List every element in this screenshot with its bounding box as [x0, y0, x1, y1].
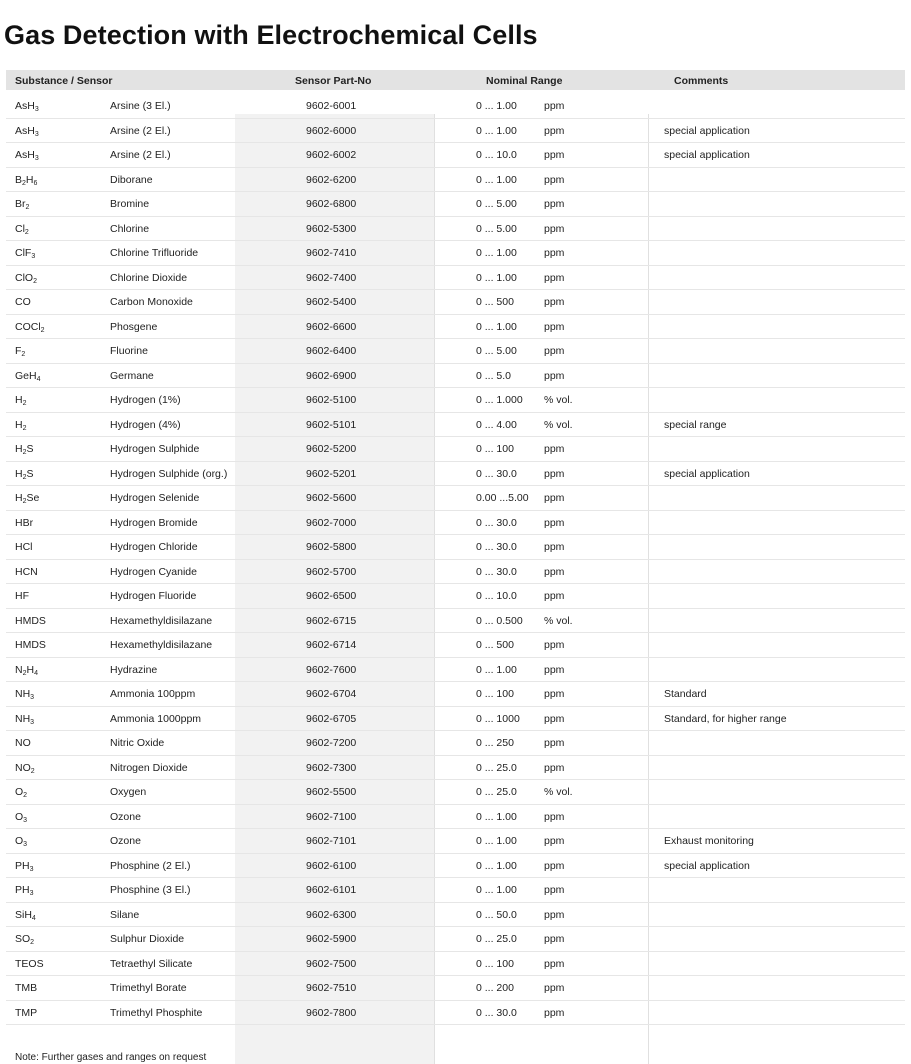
cell-part-no: 9602-6002	[306, 149, 357, 161]
cell-sensor-name: Tetraethyl Silicate	[110, 957, 193, 970]
table-row	[6, 143, 905, 168]
cell-range: 0 ... 250	[476, 737, 514, 749]
cell-substance: ClO$_2$	[15, 271, 37, 285]
table-row	[6, 707, 905, 732]
cell-comment: special application	[664, 149, 750, 161]
table-row	[6, 927, 905, 952]
table-row	[6, 952, 905, 977]
cell-unit: ppm	[544, 908, 565, 921]
cell-range: 0 ... 30.0	[476, 467, 517, 480]
cell-range: 0 ... 1.00	[476, 100, 517, 112]
cell-substance: $Br_2$	[15, 198, 30, 211]
cell-part-no: 9602-7300	[306, 761, 357, 774]
cell-sensor-name: Hydrogen Sulphide	[110, 443, 200, 455]
table-row	[6, 976, 905, 1001]
cell-range: 0 ... 1.00	[476, 247, 517, 259]
cell-sensor-name: Oxygen	[110, 786, 147, 798]
cell-part-no: 9602-7410	[306, 247, 357, 259]
cell-part-no: 9602-6400	[306, 345, 357, 357]
table-body	[6, 94, 905, 1025]
cell-part-no: 9602-6704	[306, 688, 357, 700]
cell-sensor-name: Phosphine (2 El.)	[110, 859, 191, 872]
cell-part-no: 9602-5800	[306, 541, 357, 553]
cell-sensor-name: Arsine (3 El.)	[110, 100, 171, 112]
table-row	[6, 168, 905, 193]
cell-unit: ppm	[544, 884, 565, 896]
cell-substance: $H_2Se$	[15, 492, 40, 505]
cell-range: 0 ... 5.00	[476, 222, 517, 235]
cell-part-no: 9602-5300	[306, 222, 357, 235]
cell-substance: CO	[15, 296, 31, 308]
cell-unit: ppm	[544, 688, 565, 700]
cell-unit: ppm	[544, 100, 565, 112]
cell-part-no: 9602-5201	[306, 467, 357, 480]
cell-range: 0 ... 5.00	[476, 198, 517, 210]
cell-comment: special application	[664, 124, 750, 137]
cell-comment: special range	[664, 418, 727, 431]
cell-sensor-name: Nitrogen Dioxide	[110, 761, 188, 774]
cell-part-no: 9602-6000	[306, 124, 357, 137]
cell-unit: ppm	[544, 296, 565, 308]
cell-unit: % vol.	[544, 614, 573, 627]
table-row	[6, 486, 905, 511]
cell-unit: % vol.	[544, 418, 573, 431]
cell-sensor-name: Silane	[110, 908, 140, 921]
table-row	[6, 609, 905, 634]
cell-part-no: 9602-7500	[306, 957, 357, 970]
cell-part-no: 9602-6001	[306, 100, 357, 112]
cell-substance: COCl$_2$	[15, 320, 45, 334]
cell-range: 0 ... 5.00	[476, 345, 517, 357]
cell-comment: Standard, for higher range	[664, 712, 787, 725]
cell-unit: ppm	[544, 247, 565, 259]
cell-comment: special application	[664, 859, 750, 872]
cell-unit: ppm	[544, 982, 565, 994]
cell-substance: AsH$_3$	[15, 149, 39, 162]
cell-unit: ppm	[544, 345, 565, 357]
cell-part-no: 9602-6500	[306, 590, 357, 602]
cell-sensor-name: Nitric Oxide	[110, 737, 165, 749]
cell-range: 0 ... 100	[476, 688, 514, 700]
cell-sensor-name: Hydrogen Bromide	[110, 516, 198, 529]
cell-range: 0 ... 500	[476, 296, 514, 308]
cell-substance: $N_2H_4$	[15, 663, 38, 677]
table-row	[6, 878, 905, 903]
cell-unit: ppm	[544, 957, 565, 970]
header-part-no: Sensor Part-No	[295, 75, 372, 87]
cell-range: 0 ... 1.00	[476, 663, 517, 676]
cell-unit: ppm	[544, 271, 565, 284]
cell-substance: TMB	[15, 982, 38, 994]
cell-unit: % vol.	[544, 786, 573, 798]
cell-unit: ppm	[544, 320, 565, 333]
cell-substance: AsH$_3$	[15, 100, 39, 113]
cell-part-no: 9602-5400	[306, 296, 357, 308]
cell-range: 0 ... 4.00	[476, 418, 517, 431]
cell-part-no: 9602-6705	[306, 712, 357, 725]
cell-part-no: 9602-5500	[306, 786, 357, 798]
table-row	[6, 437, 905, 462]
cell-sensor-name: Hydrogen Chloride	[110, 541, 198, 553]
cell-part-no: 9602-6800	[306, 198, 357, 210]
cell-part-no: 9602-7101	[306, 835, 357, 847]
table-row	[6, 854, 905, 879]
cell-range: 0 ... 1000	[476, 712, 520, 725]
cell-sensor-name: Hexamethyldisilazane	[110, 639, 213, 651]
cell-substance: $SO_2$	[15, 933, 35, 946]
cell-substance: $NH_3$	[15, 688, 35, 701]
cell-range: 0 ... 25.0	[476, 786, 517, 798]
cell-range: 0 ... 500	[476, 639, 514, 651]
cell-sensor-name: Ammonia 100ppm	[110, 688, 196, 700]
table-row	[6, 241, 905, 266]
table-row	[6, 192, 905, 217]
cell-sensor-name: Ammonia 1000ppm	[110, 712, 202, 725]
cell-sensor-name: Hydrogen Selenide	[110, 492, 200, 504]
header-comments: Comments	[674, 75, 729, 87]
cell-unit: ppm	[544, 810, 565, 823]
table-row	[6, 658, 905, 683]
cell-part-no: 9602-7400	[306, 271, 357, 284]
cell-range: 0 ... 25.0	[476, 933, 517, 945]
table-row	[6, 535, 905, 560]
table-row	[6, 339, 905, 364]
cell-range: 0 ... 1.00	[476, 320, 517, 333]
cell-sensor-name: Arsine (2 El.)	[110, 149, 171, 161]
cell-unit: ppm	[544, 737, 565, 749]
cell-comment: Standard	[664, 688, 707, 700]
cell-range: 0 ... 1.00	[476, 124, 517, 137]
page-title: Gas Detection with Electrochemical Cells	[4, 20, 538, 50]
cell-unit: ppm	[544, 835, 565, 847]
cell-part-no: 9602-7600	[306, 663, 357, 676]
cell-range: 0.00 ...5.00	[476, 492, 529, 504]
cell-part-no: 9602-6600	[306, 320, 357, 333]
table-row	[6, 584, 905, 609]
cell-range: 0 ... 100	[476, 443, 514, 455]
cell-sensor-name: Hydrogen Fluoride	[110, 590, 197, 602]
table-header	[6, 70, 905, 90]
cell-range: 0 ... 30.0	[476, 1006, 517, 1019]
cell-part-no: 9602-7800	[306, 1006, 357, 1019]
cell-substance: AsH$_3$	[15, 124, 39, 138]
cell-part-no: 9602-6900	[306, 369, 357, 382]
cell-part-no: 9602-6200	[306, 173, 357, 186]
cell-range: 0 ... 1.00	[476, 173, 517, 186]
table-row	[6, 413, 905, 438]
cell-range: 0 ... 200	[476, 982, 514, 994]
cell-sensor-name: Sulphur Dioxide	[110, 933, 185, 945]
cell-range: 0 ... 50.0	[476, 908, 517, 921]
cell-sensor-name: Hydrogen (4%)	[110, 418, 181, 431]
cell-unit: ppm	[544, 222, 565, 235]
cell-sensor-name: Germane	[110, 369, 154, 382]
cell-part-no: 9602-7000	[306, 516, 357, 529]
cell-comment: special application	[664, 467, 750, 480]
table-row	[6, 266, 905, 291]
cell-unit: ppm	[544, 492, 565, 504]
cell-range: 0 ... 5.0	[476, 369, 512, 382]
cell-part-no: 9602-6300	[306, 908, 357, 921]
cell-range: 0 ... 30.0	[476, 565, 517, 578]
cell-sensor-name: Bromine	[110, 198, 150, 210]
cell-part-no: 9602-5200	[306, 443, 357, 455]
cell-sensor-name: Trimethyl Borate	[110, 982, 187, 994]
cell-substance: TMP	[15, 1006, 38, 1019]
cell-unit: ppm	[544, 541, 565, 553]
table-row	[6, 290, 905, 315]
cell-sensor-name: Chlorine Dioxide	[110, 271, 188, 284]
cell-part-no: 9602-5700	[306, 565, 357, 578]
cell-sensor-name: Fluorine	[110, 345, 148, 357]
table-row	[6, 315, 905, 340]
cell-unit: ppm	[544, 933, 565, 945]
table-row	[6, 903, 905, 928]
cell-part-no: 9602-5900	[306, 933, 357, 945]
cell-substance: NO	[15, 737, 31, 749]
cell-substance: $F_2$	[15, 345, 26, 358]
table-row	[6, 511, 905, 536]
cell-unit: ppm	[544, 1006, 565, 1019]
cell-range: 0 ... 10.0	[476, 590, 517, 602]
cell-sensor-name: Hexamethyldisilazane	[110, 614, 213, 627]
table-row	[6, 780, 905, 805]
cell-unit: ppm	[544, 149, 565, 161]
cell-range: 0 ... 1.00	[476, 810, 517, 823]
cell-sensor-name: Chlorine	[110, 222, 150, 235]
cell-range: 0 ... 1.00	[476, 884, 517, 896]
cell-sensor-name: Hydrogen (1%)	[110, 394, 181, 406]
cell-unit: ppm	[544, 712, 565, 725]
cell-sensor-name: Phosgene	[110, 320, 158, 333]
cell-substance: $NO_2$	[15, 761, 35, 775]
cell-range: 0 ... 1.00	[476, 835, 517, 847]
cell-unit: ppm	[544, 467, 565, 480]
cell-unit: ppm	[544, 859, 565, 872]
cell-part-no: 9602-6714	[306, 639, 357, 651]
cell-unit: ppm	[544, 369, 565, 382]
cell-substance: $O_2$	[15, 786, 28, 799]
table-row	[6, 560, 905, 585]
cell-substance: HBr	[15, 516, 34, 529]
table-row	[6, 119, 905, 144]
cell-unit: ppm	[544, 516, 565, 529]
cell-sensor-name: Phosphine (3 El.)	[110, 884, 191, 896]
cell-sensor-name: Carbon Monoxide	[110, 296, 193, 308]
table-row	[6, 1001, 905, 1026]
table-row	[6, 462, 905, 487]
cell-range: 0 ... 1.000	[476, 394, 523, 406]
cell-unit: ppm	[544, 124, 565, 137]
cell-substance: $H_2$	[15, 418, 27, 432]
table-row	[6, 388, 905, 413]
table-row	[6, 805, 905, 830]
cell-sensor-name: Chlorine Trifluoride	[110, 247, 199, 259]
cell-unit: ppm	[544, 639, 565, 651]
cell-comment: Exhaust monitoring	[664, 835, 754, 847]
cell-unit: ppm	[544, 198, 565, 210]
cell-substance: $Cl_2$	[15, 222, 29, 236]
cell-range: 0 ... 25.0	[476, 761, 517, 774]
cell-substance: $PH_3$	[15, 884, 34, 897]
cell-unit: ppm	[544, 590, 565, 602]
cell-sensor-name: Hydrogen Sulphide (org.)	[110, 467, 228, 480]
table-row	[6, 633, 905, 658]
header-substance: Substance / Sensor	[15, 75, 113, 87]
cell-sensor-name: Hydrazine	[110, 663, 158, 676]
cell-sensor-name: Ozone	[110, 810, 141, 823]
footnote: Note: Further gases and ranges on request	[15, 1052, 207, 1063]
cell-unit: ppm	[544, 565, 565, 578]
table-row	[6, 731, 905, 756]
header-nominal-range: Nominal Range	[486, 75, 563, 87]
cell-substance: HMDS	[15, 614, 46, 627]
cell-range: 0 ... 0.500	[476, 614, 523, 627]
cell-substance: $O_3$	[15, 835, 28, 848]
cell-substance: $H_2S$	[15, 467, 34, 481]
cell-sensor-name: Diborane	[110, 173, 153, 186]
cell-range: 0 ... 1.00	[476, 859, 517, 872]
cell-part-no: 9602-7510	[306, 982, 357, 994]
cell-substance: ClF$_3$	[15, 247, 36, 260]
cell-substance: $H_2$	[15, 394, 27, 407]
table-row	[6, 756, 905, 781]
cell-substance: $PH_3$	[15, 859, 34, 873]
table-row	[6, 94, 905, 119]
cell-range: 0 ... 30.0	[476, 516, 517, 529]
cell-unit: % vol.	[544, 394, 573, 406]
cell-part-no: 9602-6101	[306, 884, 357, 896]
cell-substance: SiH$_4$	[15, 908, 36, 922]
cell-sensor-name: Hydrogen Cyanide	[110, 565, 197, 578]
cell-substance: HCN	[15, 565, 38, 578]
cell-substance: $H_2S$	[15, 443, 34, 456]
cell-part-no: 9602-6100	[306, 859, 357, 872]
cell-substance: $O_3$	[15, 810, 28, 824]
cell-substance: $NH_3$	[15, 712, 35, 726]
cell-range: 0 ... 1.00	[476, 271, 517, 284]
cell-range: 0 ... 10.0	[476, 149, 517, 161]
cell-unit: ppm	[544, 443, 565, 455]
cell-part-no: 9602-5600	[306, 492, 357, 504]
cell-part-no: 9602-7100	[306, 810, 357, 823]
cell-sensor-name: Ozone	[110, 835, 141, 847]
table-row	[6, 682, 905, 707]
cell-substance: HMDS	[15, 639, 46, 651]
table-row	[6, 829, 905, 854]
cell-part-no: 9602-7200	[306, 737, 357, 749]
cell-substance: GeH$_4$	[15, 369, 41, 383]
cell-part-no: 9602-5100	[306, 394, 357, 406]
cell-part-no: 9602-5101	[306, 418, 357, 431]
cell-substance: HCl	[15, 541, 33, 553]
table-row	[6, 217, 905, 242]
cell-substance: HF	[15, 590, 29, 602]
cell-part-no: 9602-6715	[306, 614, 357, 627]
cell-substance: TEOS	[15, 957, 44, 970]
cell-unit: ppm	[544, 663, 565, 676]
cell-range: 0 ... 30.0	[476, 541, 517, 553]
cell-sensor-name: Trimethyl Phosphite	[110, 1006, 203, 1019]
table-row	[6, 364, 905, 389]
cell-unit: ppm	[544, 173, 565, 186]
cell-unit: ppm	[544, 761, 565, 774]
cell-sensor-name: Arsine (2 El.)	[110, 124, 171, 137]
cell-range: 0 ... 100	[476, 957, 514, 970]
cell-substance: $B_2H_6$	[15, 173, 38, 187]
sensor-table	[6, 70, 905, 1064]
